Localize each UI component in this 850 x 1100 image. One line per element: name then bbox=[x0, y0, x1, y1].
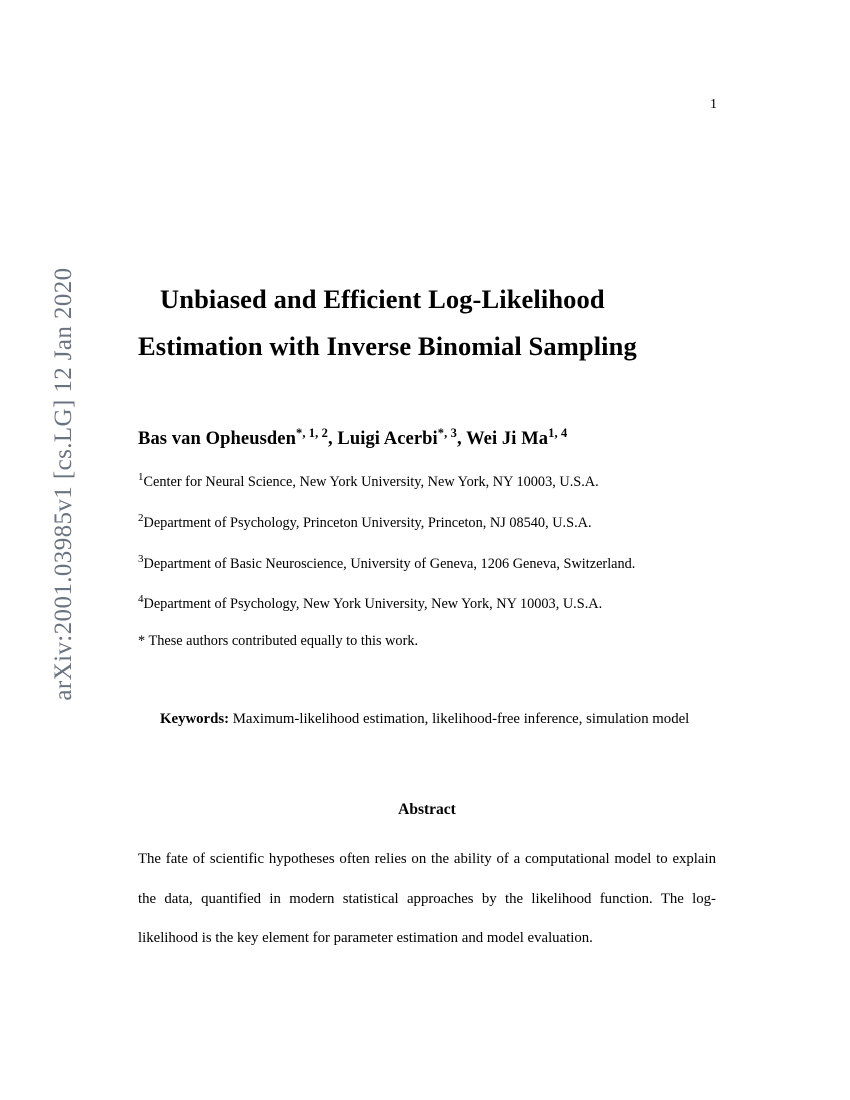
page-title: Unbiased and Efficient Log-Likelihood Estimation with Inverse Binomial Sampling bbox=[138, 284, 637, 361]
affiliation-text-2: Department of Psychology, Princeton University, Princeton, NJ 08540, U.S.A. bbox=[143, 514, 592, 531]
author-name-1: Bas van Opheusden bbox=[138, 429, 296, 450]
affiliation-3 bbox=[138, 551, 716, 573]
affiliation-marker-3: 3 bbox=[138, 552, 144, 565]
affiliation-2 bbox=[138, 510, 716, 532]
affiliation-4 bbox=[138, 591, 716, 613]
author-separator-1: , bbox=[327, 429, 338, 450]
affiliation-text-3: Department of Basic Neuroscience, University of Geneva, 1206 Geneva, Switzerland. bbox=[143, 555, 636, 572]
keywords-block bbox=[138, 700, 716, 738]
affiliation-marker-4: 4 bbox=[138, 593, 144, 606]
keywords-label: Keywords: bbox=[160, 711, 230, 728]
affiliation-1 bbox=[138, 469, 716, 491]
author-marks-3: 1, 4 bbox=[548, 426, 568, 440]
author-list bbox=[138, 426, 716, 450]
affiliation-text-1: Center for Neural Science, New York University, New York, NY 10003, U.S.A. bbox=[143, 473, 599, 490]
equal-contribution-note: * These authors contributed equally to this work. bbox=[138, 633, 419, 650]
author-separator-2: , bbox=[456, 429, 467, 450]
keywords-text: Maximum-likelihood estimation, likelihood-free inference, simulation model bbox=[232, 711, 690, 728]
page-number: 1 bbox=[710, 97, 717, 112]
affiliation-marker-1: 1 bbox=[138, 471, 144, 484]
arxiv-identifier-stamp: arXiv:2001.03985v1 [cs.LG] 12 Jan 2020 bbox=[50, 267, 77, 701]
paper-content bbox=[138, 276, 716, 959]
abstract-heading: Abstract bbox=[398, 801, 456, 819]
author-marks-2: *, 3 bbox=[437, 426, 457, 440]
affiliation-text-4: Department of Psychology, New York University, New York, NY 10003, U.S.A. bbox=[143, 596, 603, 613]
affiliation-marker-2: 2 bbox=[138, 511, 144, 524]
author-name-3: Wei Ji Ma bbox=[466, 429, 549, 450]
author-marks-1: *, 1, 2 bbox=[295, 426, 328, 440]
author-name-2: Luigi Acerbi bbox=[337, 429, 438, 450]
abstract-text: The fate of scientific hypotheses often relies on the ability of a computational model to explain the data, quantified in modern statistical approaches by the likelihood function. The log-likelihood is the key element for parameter estimation and model evaluation. bbox=[138, 851, 716, 947]
